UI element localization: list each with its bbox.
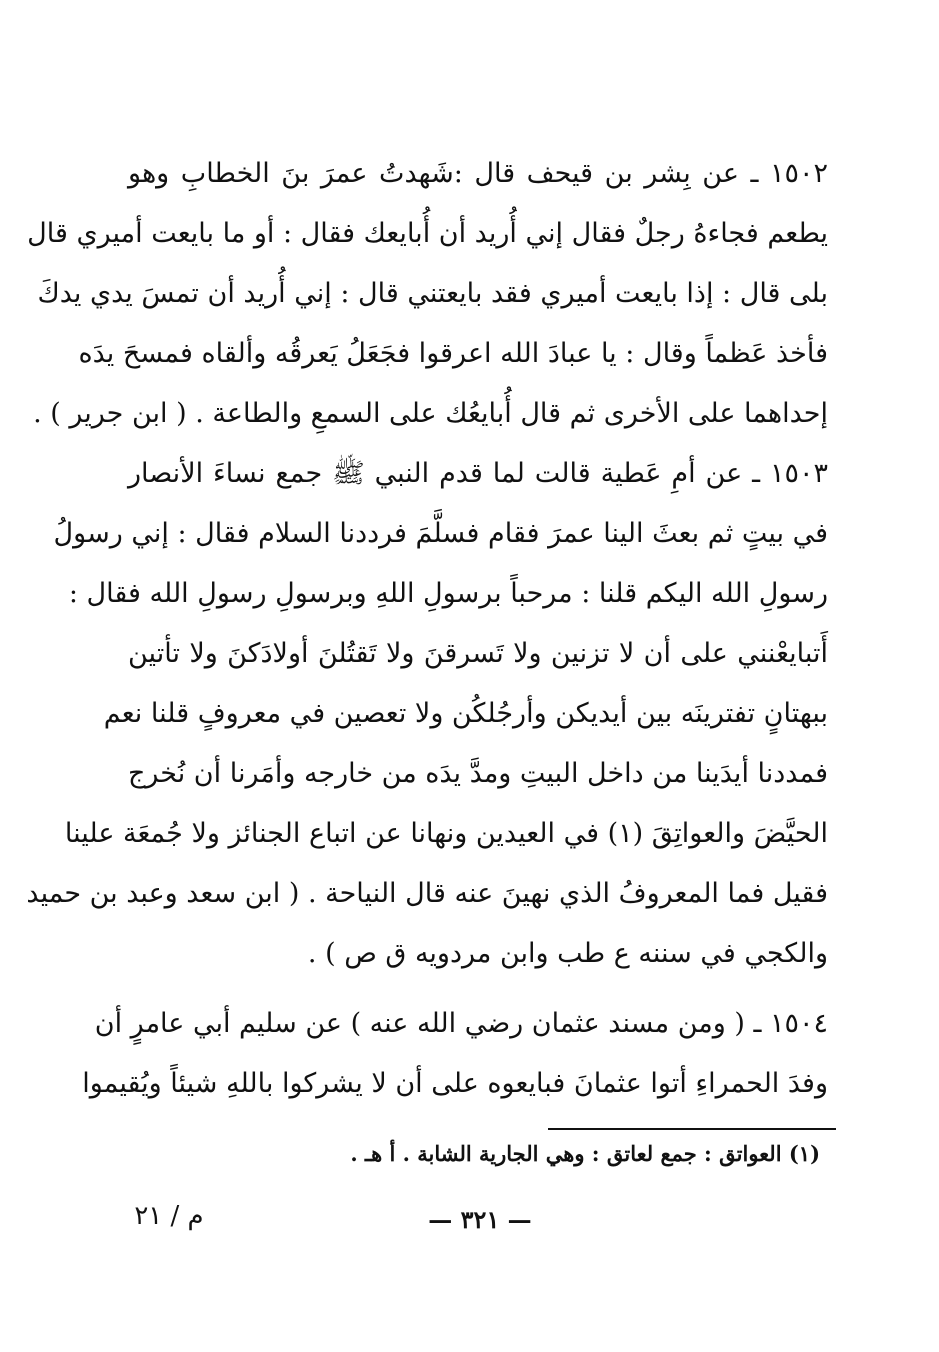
text-line-4: فأخذ عَظماً وقال : يا عبادَ الله اعرقوا فجَعَلُ يَعرقُه وألقاه فمسحَ يدَه — [78, 338, 828, 369]
text-line-7: في بيتٍ ثم بعثَ الينا عمرَ فقام فسلَّمَ فرددنا السلام فقال : إني رسولُ — [53, 518, 828, 549]
text-line-2: يطعم فجاءهُ رجلٌ فقال إني أُريد أن أُبايعك فقال : أو ما بايعت أميري قال — [27, 218, 828, 249]
text-line-8: رسولِ الله اليكم قلنا : مرحباً برسولِ اللهِ وبرسولِ رسولِ الله فقال : — [68, 578, 828, 609]
text-line-10: ببهتانٍ تفترينَه بين أيديكن وأرجُلكُن ولا تعصين في معروفٍ قلنا نعم — [103, 698, 828, 729]
footnote-rule — [548, 1128, 836, 1130]
text-line-13: فقيل فما المعروفُ الذي نهينَ عنه قال النياحة . ( ابن سعد وعبد بن حميد — [26, 878, 828, 909]
text-line-12: الحيَّضَ والعواتِقَ (١) في العيدين ونهانا عن اتباع الجنائز ولا جُمعَة علينا — [64, 818, 828, 849]
signature-mark: م / ٢١ — [134, 1201, 204, 1231]
text-line-14: والكجي في سننه ع طب وابن مردويه ق ص ) . — [307, 938, 828, 969]
text-line-3: بلى قال : إذا بايعت أميري فقد بايعتني قال : إني أُريد أن تمسَ يدي يدكَ — [37, 278, 828, 309]
footnote: (١) العواتق : جمع لعاتق : وهي الجارية الشابة . أ هـ . — [350, 1141, 820, 1166]
page-number: — ٣٢١ — — [428, 1205, 532, 1234]
text-line-1: ١٥٠٢ ـ عن بِشر بن قيحف قال :شَهدتُ عمرَ بنَ الخطابِ وهو — [128, 158, 828, 189]
text-line-15: ١٥٠٤ ـ ( ومن مسند عثمان رضي الله عنه ) عن سليم أبي عامرٍ أن — [94, 1008, 828, 1039]
text-line-6: ١٥٠٣ ـ عن أمِ عَطية قالت لما قدم النبي ﷺ جمع نساءَ الأنصار — [128, 458, 828, 489]
text-line-5: إحداهما على الأخرى ثم قال أُبايعُك على السمعِ والطاعة . ( ابن جرير ) . — [33, 398, 828, 429]
text-line-16: وفدَ الحمراءِ أتوا عثمانَ فبايعوه على أن لا يشركوا باللهِ شيئاً ويُقيموا — [82, 1068, 828, 1099]
text-line-9: أَتبايعْنني على أن لا تزنين ولا تَسرقنَ ولا تَقتُلنَ أولادَكنَ ولا تأتين — [128, 638, 828, 669]
text-line-11: فمددنا أيدَينا من داخل البيتِ ومدَّ يدَه من خارجه وأمَرنا أن نُخرج — [127, 758, 828, 789]
